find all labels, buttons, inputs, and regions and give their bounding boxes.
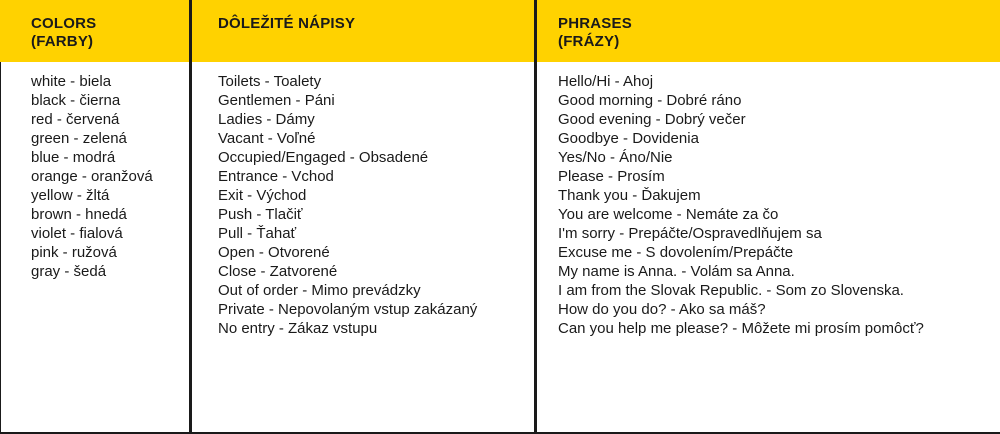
list-item: brown - hnedá (31, 206, 127, 223)
list-item: Good morning - Dobré ráno (558, 92, 742, 109)
column-list (537, 62, 1000, 338)
list-item: Can you help me please? - Môžete mi prosím pomôcť? (558, 320, 924, 337)
list-item: Occupied/Engaged - Obsadené (218, 149, 429, 166)
list-item: No entry - Zákaz vstupu (218, 320, 378, 337)
list-item: Please - Prosím (558, 168, 665, 185)
list-item: gray - šedá (31, 263, 107, 280)
column-header-title: PHRASES (558, 15, 632, 32)
list-item: green - zelená (31, 130, 127, 147)
list-item: How do you do? - Ako sa máš? (558, 301, 766, 318)
list-item: pink - ružová (31, 244, 117, 261)
list-item: Close - Zatvorené (218, 263, 338, 280)
column-colors (0, 0, 192, 434)
column-header (0, 0, 189, 62)
column-header-title: COLORS (31, 15, 97, 32)
list-item: My name is Anna. - Volám sa Anna. (558, 263, 795, 280)
column-important-signs (192, 0, 537, 434)
column-header-subtitle: (FRÁZY) (558, 33, 620, 50)
list-item: Gentlemen - Páni (218, 92, 335, 109)
list-item: I'm sorry - Prepáčte/Ospravedlňujem sa (558, 225, 822, 242)
list-item: Hello/Hi - Ahoj (558, 73, 654, 90)
list-item: white - biela (31, 73, 112, 90)
list-item: Push - Tlačiť (218, 206, 303, 223)
list-item: Pull - Ťahať (218, 225, 297, 242)
list-item: blue - modrá (31, 149, 116, 166)
list-item: I am from the Slovak Republic. - Som zo Slovenska. (558, 282, 904, 299)
column-header (537, 0, 1000, 62)
list-item: Vacant - Voľné (218, 130, 316, 147)
list-item: black - čierna (31, 92, 121, 109)
list-item: Entrance - Vchod (218, 168, 334, 185)
list-item: Yes/No - Áno/Nie (558, 149, 673, 166)
list-item: Private - Nepovolaným vstup zakázaný (218, 301, 478, 318)
list-item: Ladies - Dámy (218, 111, 315, 128)
column-phrases (537, 0, 1000, 434)
column-header-title: DÔLEŽITÉ NÁPISY (218, 15, 356, 32)
column-header (192, 0, 534, 62)
list-item: Out of order - Mimo prevádzky (218, 282, 421, 299)
list-item: red - červená (31, 111, 120, 128)
list-item: violet - fialová (31, 225, 123, 242)
list-item: Open - Otvorené (218, 244, 330, 261)
list-item: Toilets - Toalety (218, 73, 322, 90)
list-item: Excuse me - S dovolením/Prepáčte (558, 244, 794, 261)
list-item: Exit - Východ (218, 187, 307, 204)
list-item: Good evening - Dobrý večer (558, 111, 746, 128)
column-header-subtitle: (FARBY) (31, 33, 94, 50)
list-item: orange - oranžová (31, 168, 153, 185)
list-item: Goodbye - Dovidenia (558, 130, 699, 147)
list-item: Thank you - Ďakujem (558, 187, 701, 204)
column-list (0, 62, 189, 281)
list-item: You are welcome - Nemáte za čo (558, 206, 779, 223)
column-list (192, 62, 534, 338)
list-item: yellow - žltá (31, 187, 110, 204)
